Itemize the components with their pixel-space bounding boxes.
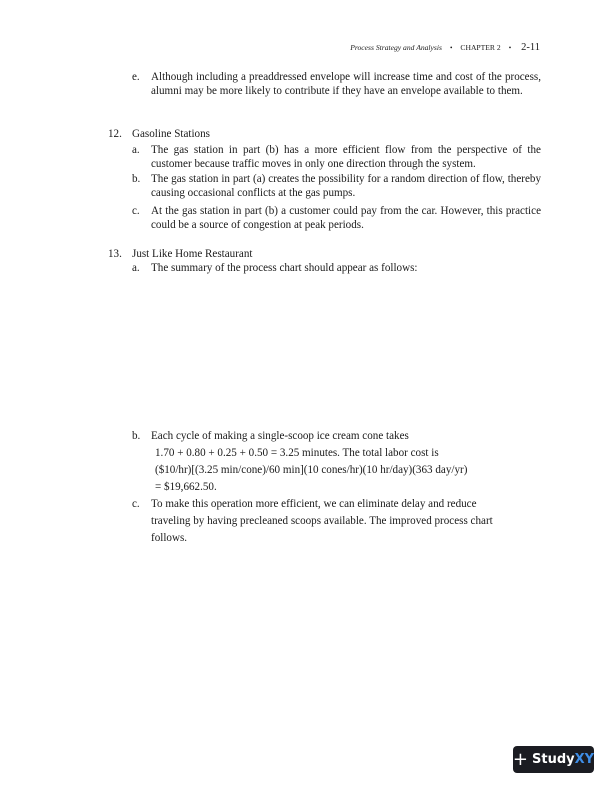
- chapter-label: CHAPTER 2: [460, 43, 501, 52]
- q12-b-label: b.: [132, 173, 141, 185]
- q12-b-text: The gas station in part (a) creates the possibility for a random direction of flow, thereby causing occasional conflicts at the gas pumps.: [151, 173, 541, 200]
- q13-c-line-3: follows.: [151, 532, 188, 544]
- header-bullet-2: •: [508, 44, 512, 52]
- q12-c-text: At the gas station in part (b) a customer could pay from the car. However, this practice could be a source of congestion at peak periods.: [151, 205, 541, 232]
- running-title: Process Strategy and Analysis: [350, 43, 442, 52]
- plus-icon: +: [512, 748, 529, 770]
- process-chart-placeholder: [132, 280, 541, 420]
- q13-c-label: c.: [132, 498, 140, 510]
- item-e-text: Although including a preaddressed envelope will increase time and cost of the process, alumni may be more likely to contribute if they have an envelope available to them.: [151, 71, 541, 98]
- q13-title: Just Like Home Restaurant: [132, 248, 253, 260]
- running-header: [350, 37, 540, 55]
- q12-a-label: a.: [132, 144, 140, 156]
- q12-number: 12.: [108, 128, 122, 140]
- brand-accent: XY: [574, 752, 595, 767]
- q13-c-line-2: traveling by having precleaned scoops available. The improved process chart: [151, 515, 493, 527]
- q13-b-line-3: ($10/hr)[(3.25 min/cone)/60 min](10 cones/hr)(10 hr/day)(363 day/yr): [155, 464, 468, 476]
- q13-b-line-2: 1.70 + 0.80 + 0.25 + 0.50 = 3.25 minutes. The total labor cost is: [155, 447, 439, 459]
- q13-b-line-4: = $19,662.50.: [155, 481, 217, 493]
- q12-a-text: The gas station in part (b) has a more efficient flow from the perspective of the customer because traffic moves in only one direction through the system.: [151, 144, 541, 171]
- q13-b-label: b.: [132, 430, 141, 442]
- header-bullet: •: [449, 44, 453, 52]
- q13-b-line-1: Each cycle of making a single-scoop ice cream cone takes: [151, 430, 409, 442]
- item-e-label: e.: [132, 71, 140, 83]
- studyxy-logo[interactable]: [513, 746, 594, 773]
- q12-c-label: c.: [132, 205, 140, 217]
- page-number: 2-11: [521, 42, 540, 53]
- q13-a-text: The summary of the process chart should appear as follows:: [151, 262, 418, 274]
- q13-a-label: a.: [132, 262, 140, 274]
- q13-number: 13.: [108, 248, 122, 260]
- q12-title: Gasoline Stations: [132, 128, 210, 140]
- q13-c-line-1: To make this operation more efficient, we can eliminate delay and reduce: [151, 498, 477, 510]
- brand-main: Study: [532, 752, 575, 767]
